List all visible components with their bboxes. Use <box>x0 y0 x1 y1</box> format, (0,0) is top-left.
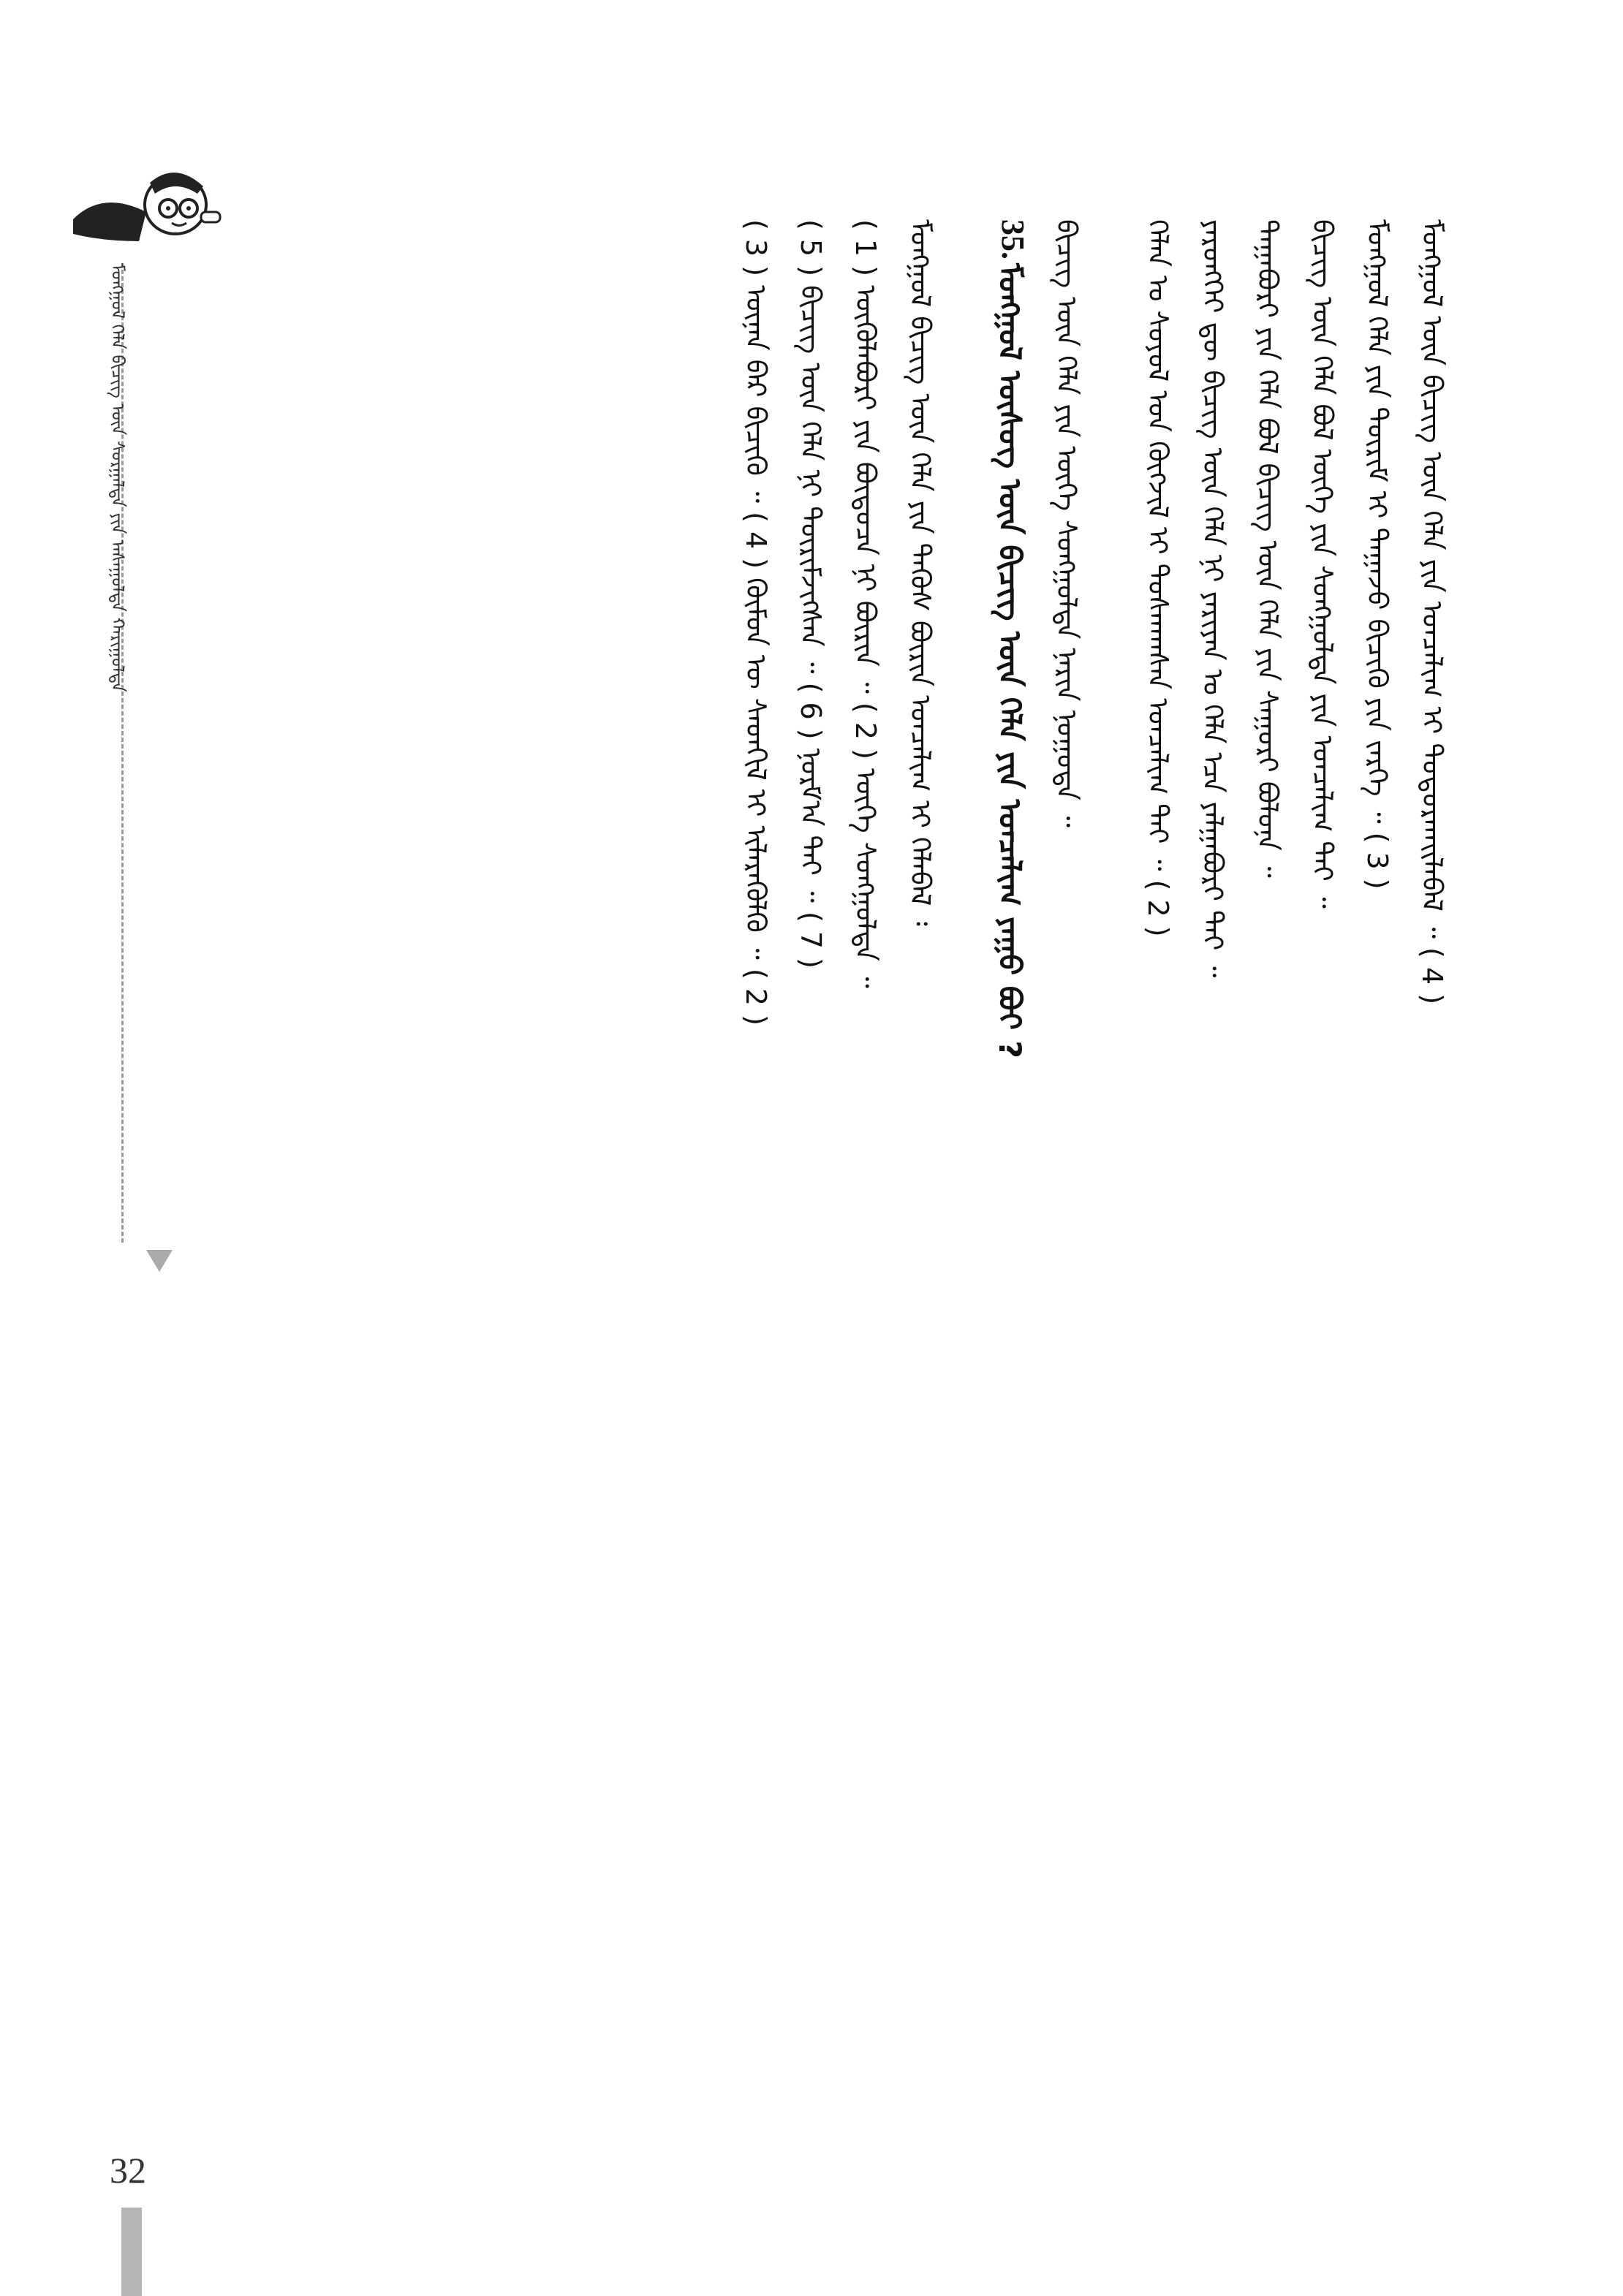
question-title: ᠮᠣᠩᠭᠣᠯ ᠦᠰᠦᠭ ᠦᠨ ᠪᠢᠴᠢᠭ ᠦᠨ ᠬᠡᠯᠡ ᠶᠢᠨ ᠣᠨᠴᠠᠯᠢᠭ ᠶᠠᠭᠤ ᠪᠤᠢ ? <box>992 263 1028 1058</box>
body-column-5: ᠶᠡᠷᠦᠩᠬᠡᠢ ᠳᠦ ᠪᠢᠴᠢᠭ ᠦᠨ ᠬᠡᠯᠡ ᠨᠢ ᠶᠠᠷᠢᠶᠠᠨ ᠤ ᠬᠡᠯᠡ ᠡᠴᠡ ᠶᠠᠯᠭᠠᠪᠤᠷᠢ ᠲᠠᠢ ᠃ <box>1197 219 1229 978</box>
triangle-marker-icon <box>146 1250 173 1272</box>
body-column-7: ᠪᠢᠴᠢᠭ ᠦᠨ ᠬᠡᠯᠡ ᠶᠢᠨ ᠦᠭᠡ ᠰᠣᠩᠭᠣᠯᠲᠠ ᠨᠠᠷᠢᠨ ᠨᠣᠭᠣᠳᠠ ᠃ <box>1051 219 1083 828</box>
body-column-9: ( 1 ) ᠥᠭᠦᠯᠡᠪᠦᠷᠢ ᠶᠢᠨ ᠪᠦᠲᠦᠴᠡ ᠨᠢ ᠪᠦᠷᠢᠨ ᠃ ( 2 ) ᠦᠭᠡ ᠰᠣᠩᠭᠣᠯᠲᠠ ᠃ <box>850 219 882 988</box>
question-number: 35. <box>995 219 1031 259</box>
body-column-2: ᠮᠣᠩᠭᠣᠯ ᠬᠡᠯᠡ ᠶᠢᠨ ᠳᠦᠷᠢᠮ ᠢ ᠳᠠᠭᠠᠵᠤ ᠪᠢᠴᠢᠬᠦ ᠶᠢᠨ ᠵᠡᠷᠭᠡ ᠃ ( 3 ) <box>1361 219 1393 890</box>
body-column-3: ᠪᠢᠴᠢᠭ ᠦᠨ ᠬᠡᠯᠡ ᠪᠣᠯ ᠦᠭᠡ ᠶᠢᠨ ᠰᠣᠩᠭᠣᠯᠲᠠ ᠶᠢᠨ ᠣᠨᠴᠠᠯᠢᠭ ᠲᠠᠢ ᠃ <box>1306 219 1339 909</box>
student-mascot-illustration <box>58 132 227 278</box>
body-column-10: ( 5 ) ᠪᠢᠴᠢᠭ ᠦᠨ ᠬᠡᠯᠡ ᠨᠢ ᠳᠦᠷᠢᠮᠵᠢᠭᠰᠡᠨ ᠃ ( 6 ) ᠨᠣᠷᠮ᠎ᠠ ᠲᠠᠢ ᠃ ( 7 ) <box>795 219 827 969</box>
page-edge-bar <box>121 2208 142 2296</box>
body-column-8: ᠮᠣᠩᠭᠣᠯ ᠪᠢᠴᠢᠭ ᠦᠨ ᠬᠡᠯᠡ ᠶᠢᠨ ᠲᠡᠭᠦᠰ ᠪᠦᠷᠢᠨ ᠣᠨᠴᠠᠯᠢᠭ ᠢ ᠬᠡᠯᠡᠪᠡᠯ ᠄ <box>904 219 937 926</box>
body-column-11: ( 3 ) ᠦᠨᠡᠨ ᠪᠡᠷ ᠪᠢᠴᠢᠬᠦ ᠃ ( 4 ) ᠬᠦᠮᠦᠨ ᠦ ᠰᠡᠳᠬᠢᠯ ᠢ ᠢᠯᠡᠷᠡᠭᠦᠯᠬᠦ ᠃ ( 2 ) <box>740 219 772 1026</box>
body-column-6: ᠬᠡᠯᠡᠨ ᠤ ᠰᠣᠶᠣᠯ ᠤᠨ ᠬᠥᠭᠵᠢᠯ ᠢ ᠲᠤᠰᠬᠠᠭᠰᠠᠨ ᠣᠨᠴᠠᠯᠢᠭ ᠲᠠᠢ ᠃ ( 2 ) <box>1142 219 1174 937</box>
body-column-1: ᠮᠣᠩᠭᠣᠯ ᠦᠨ ᠪᠢᠴᠢᠭ ᠦᠨ ᠬᠡᠯᠡ ᠶᠢᠨ ᠣᠨᠴᠠᠯᠢᠭ ᠢ ᠲᠣᠳᠣᠷᠬᠠᠢᠯᠠᠪᠠᠯ ᠃ ( 4 ) <box>1416 219 1448 1005</box>
page-number: 32 <box>110 2150 146 2191</box>
body-column-4: ᠳᠠᠭᠠᠪᠤᠷᠢ ᠶᠢᠨ ᠬᠡᠯᠡ ᠪᠣᠯ ᠪᠢᠴᠢᠭ ᠦᠨ ᠬᠡᠯᠡ ᠶᠢᠨ ᠰᠠᠭᠤᠷᠢ ᠪᠣᠯᠤᠨᠠ ᠃ <box>1252 219 1284 878</box>
running-head: ᠮᠣᠩᠭᠣᠯ ᠬᠡᠯᠡ ᠪᠢᠴᠢᠭ ᠦᠨ ᠰᠤᠷᠭᠠᠯᠲᠠ ᠶᠢᠨ ᠠᠰᠠᠭᠤᠯᠲᠠ ᠬᠠᠷᠢᠭᠤᠯᠲᠠ <box>107 263 128 692</box>
